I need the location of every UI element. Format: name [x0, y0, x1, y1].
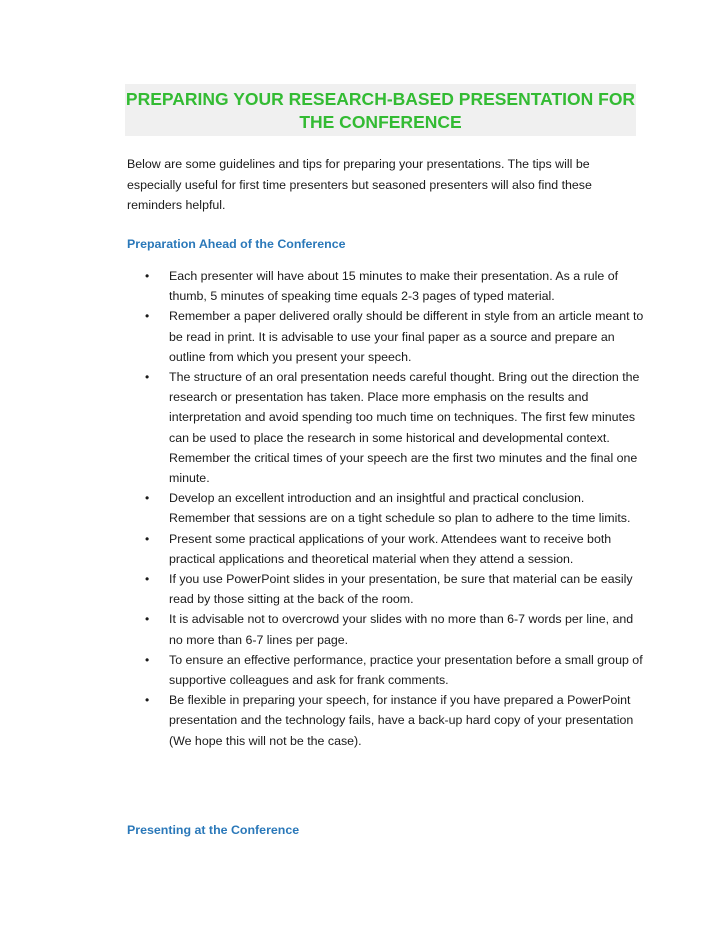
bullet-text: Each presenter will have about 15 minutes to make their presentation. As a rule of thumb, 5 minutes of speaking time equals 2-3 pages of typed material. [169, 269, 619, 304]
bullet-marker: • [145, 693, 150, 708]
section-heading-preparation: Preparation Ahead of the Conference [127, 237, 346, 251]
bullet-text: Remember a paper delivered orally should be different in style from an article meant to be read in print. It is advisable to use your final paper as a source and prepare an outline from which you present your speech. [169, 309, 644, 364]
bullet-text: The structure of an oral presentation needs careful thought. Bring out the direction the research or presentation has taken. Place more emphasis on the results and interpretation and avoid spending too much time on techniques. The first few minutes can be used to place the research in some historical and developmental context. Remember the critical times of your speech are the first two minutes and the final one minute. [169, 370, 640, 486]
bullet-marker: • [145, 652, 150, 667]
title-banner [125, 84, 636, 136]
bullet-item [145, 367, 645, 488]
bullet-marker: • [145, 572, 150, 587]
bullet-marker: • [145, 370, 150, 385]
bullet-text: Be flexible in preparing your speech, for instance if you have prepared a PowerPoint presentation and the technology fails, have a back-up hard copy of your presentation (We hope this will not be the case). [169, 693, 634, 748]
document-title-line-2: THE CONFERENCE [299, 112, 462, 132]
bullet-marker: • [145, 309, 150, 324]
bullet-item [145, 609, 645, 649]
bullet-item [145, 306, 645, 367]
bullet-text: It is advisable not to overcrowd your slides with no more than 6-7 words per line, and no more than 6-7 lines per page. [169, 612, 634, 647]
bullet-marker: • [145, 269, 150, 283]
bullet-item [145, 488, 645, 528]
section-heading-presenting: Presenting at the Conference [127, 823, 300, 837]
bullet-item [145, 569, 645, 609]
bullet-item [145, 650, 645, 690]
bullet-marker: • [145, 491, 150, 506]
bullet-item [145, 690, 645, 751]
bullet-text: To ensure an effective performance, practice your presentation before a small group of supportive colleagues and ask for frank comments. [169, 652, 643, 688]
bullet-text: Develop an excellent introduction and an insightful and practical conclusion. Remember that sessions are on a tight schedule so plan to adhere to the time limits. [169, 491, 631, 526]
bullet-marker: • [145, 612, 150, 627]
bullet-text: Present some practical applications of your work. Attendees want to receive both practical applications and theoretical material when they attend a session. [169, 531, 612, 566]
bullet-item [145, 266, 645, 306]
document-title-line-1: PREPARING YOUR RESEARCH-BASED PRESENTATION FOR [125, 89, 636, 109]
intro-paragraph: Below are some guidelines and tips for preparing your presentations. The tips will be especially useful for first time presenters but seasoned presenters will also find these reminders helpful. [127, 157, 592, 212]
bullet-marker: • [145, 531, 150, 546]
guidelines-bullet-list [145, 266, 645, 751]
bullet-item [145, 529, 645, 569]
bullet-text: If you use PowerPoint slides in your presentation, be sure that material can be easily read by those sitting at the back of the room. [169, 572, 633, 607]
